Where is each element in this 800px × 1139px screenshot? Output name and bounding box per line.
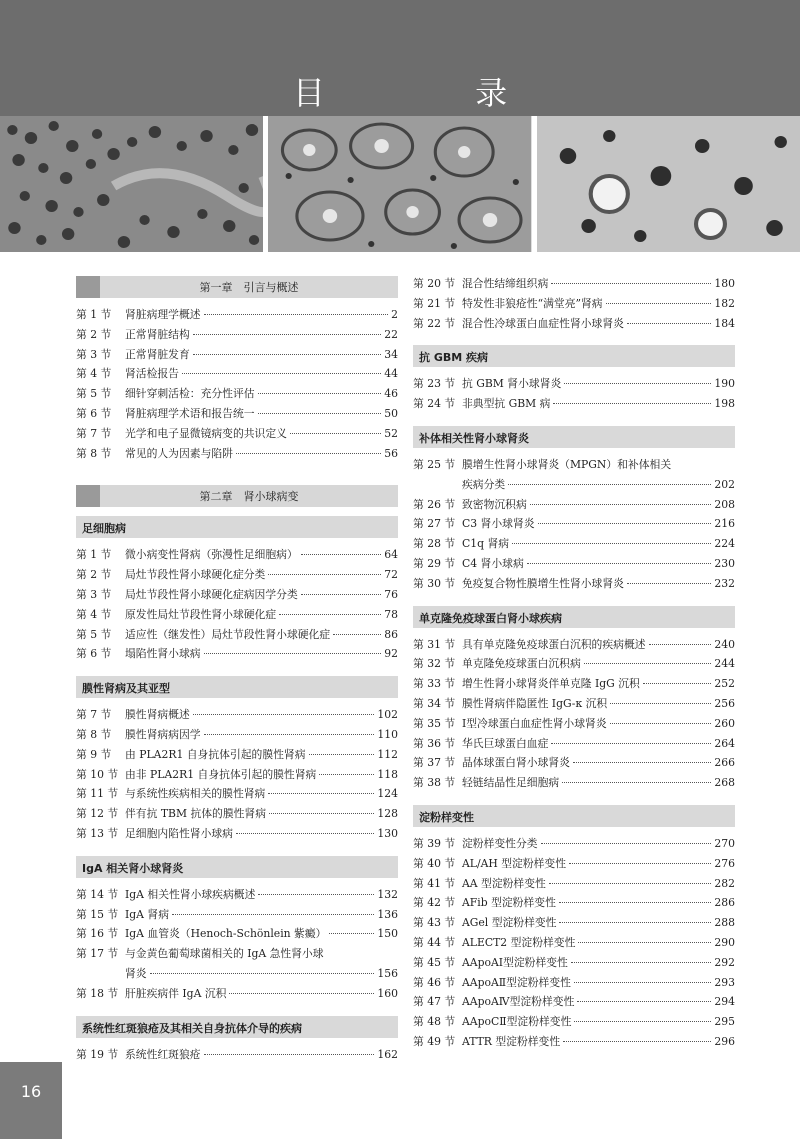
toc-entry[interactable]: 第 4 节 原发性局灶节段性肾小球硬化症 78	[76, 607, 398, 621]
toc-entry[interactable]: 第 35 节 Ⅰ型冷球蛋白血症性肾小球肾炎 260	[413, 716, 735, 730]
chapter-1-header: 第一章 引言与概述	[76, 276, 398, 298]
toc-entry[interactable]: 第 38 节 轻链结晶性足细胞病 268	[413, 776, 735, 790]
section-header: 抗 GBM 疾病	[413, 345, 735, 367]
left-margin	[0, 252, 62, 1139]
toc-entry[interactable]: 第 9 节 由 PLA2R1 自身抗体引起的膜性肾病 112	[76, 747, 398, 761]
toc-entry[interactable]: 第 5 节 细针穿刺活检：充分性评估 46	[76, 387, 398, 401]
toc-entry[interactable]: 第 34 节 膜性肾病伴隐匿性 IgG-κ 沉积 256	[413, 696, 735, 710]
toc-entry[interactable]: 第 46 节 AApoAⅡ型淀粉样变性 293	[413, 975, 735, 989]
toc-entry[interactable]: 第 4 节 肾活检报告 44	[76, 367, 398, 381]
toc-entry[interactable]: 第 18 节 肝脏疾病伴 IgA 沉积 160	[76, 986, 398, 1000]
toc-entry[interactable]: 第 2 节 正常肾脏结构 22	[76, 327, 398, 341]
toc-entry[interactable]: 第 49 节 ATTR 型淀粉样变性 296	[413, 1034, 735, 1048]
page-number: 16	[20, 1082, 42, 1101]
toc-entry[interactable]: 第 8 节 膜性肾病病因学 110	[76, 727, 398, 741]
toc-entry[interactable]: 第 21 节 特发性非狼疮性“满堂亮”肾病 182	[413, 296, 735, 310]
toc-entry[interactable]: 第 36 节 华氏巨球蛋白血症 264	[413, 736, 735, 750]
toc-entry[interactable]: 第 6 节 塌陷性肾小球病 92	[76, 647, 398, 661]
toc-entry[interactable]: 第 28 节 C1q 肾病 224	[413, 537, 735, 551]
section-header: 膜性肾病及其亚型	[76, 676, 398, 698]
toc-entry[interactable]: 第 23 节 抗 GBM 肾小球肾炎 190	[413, 377, 735, 391]
section-header: 淀粉样变性	[413, 805, 735, 827]
toc-entry[interactable]: 第 10 节 由非 PLA2R1 自身抗体引起的膜性肾病 118	[76, 767, 398, 781]
toc-entry[interactable]: 第 1 节 肾脏病理学概述 2	[76, 308, 398, 321]
toc-entry[interactable]: 第 2 节 局灶节段性肾小球硬化症分类 72	[76, 568, 398, 582]
histology-image-left	[0, 116, 263, 252]
toc-entry[interactable]: 第 1 节 微小病变性肾病（弥漫性足细胞病） 64	[76, 548, 398, 562]
toc-right-column	[413, 276, 735, 1054]
toc-entry[interactable]: 第 41 节 AA 型淀粉样变性 282	[413, 876, 735, 890]
toc-entry[interactable]: 第 6 节 肾脏病理学术语和报告统一 50	[76, 406, 398, 420]
toc-entry[interactable]: 第 22 节 混合性冷球蛋白血症性肾小球肾炎 184	[413, 316, 735, 330]
section-header: IgA 相关肾小球肾炎	[76, 856, 398, 878]
toc-entry[interactable]: 第 7 节 光学和电子显微镜病变的共识定义 52	[76, 426, 398, 440]
toc-entry[interactable]: 第 19 节 系统性红斑狼疮 162	[76, 1047, 398, 1061]
toc-entry[interactable]: 第 12 节 伴有抗 TBM 抗体的膜性肾病 128	[76, 807, 398, 821]
toc-entry[interactable]: 第 20 节 混合性结缔组织病 180	[413, 277, 735, 290]
section-header: 单克隆免疫球蛋白肾小球疾病	[413, 606, 735, 628]
toc-entry[interactable]: 第 5 节 适应性（继发性）局灶节段性肾小球硬化症 86	[76, 627, 398, 641]
toc-entry[interactable]: 第 16 节 IgA 血管炎（Henoch-Schönlein 紫癜） 150	[76, 927, 398, 941]
toc-entry[interactable]: 第 32 节 单克隆免疫球蛋白沉积病 244	[413, 657, 735, 671]
toc-entry[interactable]: 第 33 节 增生性肾小球肾炎伴单克隆 IgG 沉积 252	[413, 677, 735, 691]
chapter-2-header: 第二章 肾小球病变	[76, 485, 398, 507]
toc-entry[interactable]: 第 25 节 膜增生性肾小球肾炎（MPGN）和补体相关	[413, 457, 672, 471]
toc-entry[interactable]: 第 47 节 AApoAⅣ型淀粉样变性 294	[413, 995, 735, 1009]
toc-entry[interactable]: 第 29 节 C4 肾小球病 230	[413, 556, 735, 570]
toc-entry[interactable]: 第 8 节 常见的人为因素与陷阱 56	[76, 446, 398, 460]
toc-entry[interactable]: 第 37 节 晶体球蛋白肾小球肾炎 266	[413, 756, 735, 770]
histology-photo-strip	[0, 116, 800, 252]
toc-entry[interactable]: 第 15 节 IgA 肾病 136	[76, 907, 398, 921]
toc-entry[interactable]: 第 27 节 C3 肾小球肾炎 216	[413, 517, 735, 531]
histology-image-middle	[268, 116, 531, 252]
page-title: 目 录	[292, 74, 578, 112]
toc-entry[interactable]: 第 44 节 ALECT2 型淀粉样变性 290	[413, 935, 735, 949]
toc-entry[interactable]: 第 3 节 正常肾脏发育 34	[76, 347, 398, 361]
toc-entry[interactable]: 第 17 节 与金黄色葡萄球菌相关的 IgA 急性肾小球	[76, 947, 324, 961]
chapter-1-entries	[76, 307, 398, 465]
toc-entry[interactable]: 第 13 节 足细胞内陷性肾小球病 130	[76, 826, 398, 840]
toc-entry[interactable]: 第 3 节 局灶节段性肾小球硬化症病因学分类 76	[76, 587, 398, 601]
toc-entry[interactable]: 第 39 节 淀粉样变性分类 270	[413, 836, 735, 850]
toc-entry[interactable]: 第 30 节 免疫复合物性膜增生性肾小球肾炎 232	[413, 576, 735, 590]
toc-entry[interactable]: 第 31 节 具有单克隆免疫球蛋白沉积的疾病概述 240	[413, 637, 735, 651]
histology-image-right	[537, 116, 800, 252]
toc-entry[interactable]: 第 40 节 AL/AH 型淀粉样变性 276	[413, 856, 735, 870]
toc-entry[interactable]: 第 7 节 膜性肾病概述 102	[76, 708, 398, 722]
section-header: 补体相关性肾小球肾炎	[413, 426, 735, 448]
section-header: 系统性红斑狼疮及其相关自身抗体介导的疾病	[76, 1016, 398, 1038]
section-header: 足细胞病	[76, 516, 398, 538]
toc-entry[interactable]: 第 43 节 AGel 型淀粉样变性 288	[413, 916, 735, 930]
toc-entry[interactable]: 第 14 节 IgA 相关性肾小球疾病概述 132	[76, 887, 398, 901]
toc-entry[interactable]: 第 11 节 与系统性疾病相关的膜性肾病 124	[76, 787, 398, 801]
toc-entry-continued[interactable]: 肾炎 156	[125, 966, 398, 980]
toc-entry[interactable]: 第 45 节 AApoAⅠ型淀粉样变性 292	[413, 955, 735, 969]
toc-entry[interactable]: 第 26 节 致密物沉积病 208	[413, 497, 735, 511]
toc-entry-continued[interactable]: 疾病分类 202	[462, 477, 735, 491]
toc-left-column	[76, 276, 398, 1066]
toc-entry[interactable]: 第 24 节 非典型抗 GBM 病 198	[413, 397, 735, 411]
toc-entry[interactable]: 第 48 节 AApoCⅡ型淀粉样变性 295	[413, 1015, 735, 1029]
toc-entry[interactable]: 第 42 节 AFib 型淀粉样变性 286	[413, 896, 735, 910]
